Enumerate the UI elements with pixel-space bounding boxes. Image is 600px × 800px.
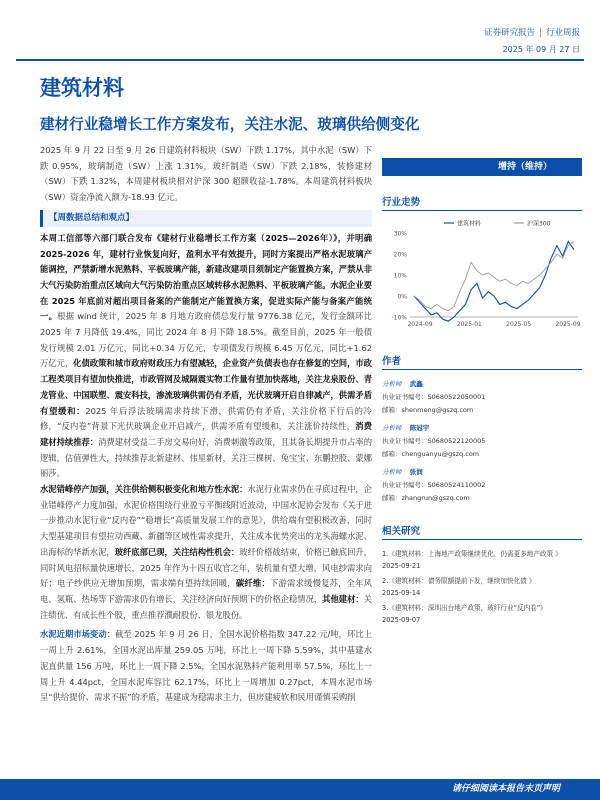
related-text[interactable]: 1.《建筑材料：上海地产政策继续优化，仍需更多地产政策 》 bbox=[382, 550, 562, 558]
analysts-list bbox=[382, 378, 582, 505]
series-line-building-materials bbox=[414, 241, 574, 321]
y-tick-label: 20% bbox=[393, 251, 407, 259]
analyst-role: 分析师 bbox=[382, 468, 402, 476]
x-tick-label: 2025-05 bbox=[506, 321, 532, 328]
series-line-csi300 bbox=[414, 241, 574, 310]
p2-bold: 水泥错峰停产加强，关注供给侧积极变化和地方性水泥： bbox=[40, 484, 248, 495]
trend-chart-svg bbox=[382, 217, 582, 335]
analyst-entry bbox=[382, 422, 582, 461]
p2-text2: 玻纤价格战结束，价格已触底回升，同时风电招标量快速增长，2025 年作为十四五收官之年，装机量有望大增，风电纱需求向好；电子纱供应无增加预期，需求端有望持续回暖， bbox=[40, 546, 372, 589]
p1-text3: 消费建材受益二手房交易向好，消费刺激等政策，且其备长期提升市占率的逻辑，估值弹性大，持续推荐北新建材、伟星新材，关注三棵树、兔宝宝、东鹏控股、蒙娜丽莎。 bbox=[40, 436, 372, 479]
analyst-name: 陈冠宇 bbox=[409, 424, 430, 432]
analyst-name: 张润 bbox=[409, 468, 423, 476]
legend-label: 沪深300 bbox=[527, 220, 551, 228]
main-column bbox=[40, 143, 372, 706]
analyst-name: 武鑫 bbox=[409, 380, 423, 388]
analysts-title: 作者 bbox=[382, 353, 582, 370]
related-date: 2025-09-14 bbox=[382, 589, 421, 597]
y-tick-label: 0% bbox=[397, 293, 407, 301]
y-tick-label: -10% bbox=[391, 314, 407, 322]
related-date: 2025-09-07 bbox=[382, 616, 421, 624]
p3-text: 截至 2025 年 9 月 26 日，全国水泥价格指数 347.22 元/吨，环比上一周上升 2.61%，全国水泥出库量 259.05 万吨，环比上一周下降 5.59%，其中基建水泥直供量 156 万吨，环比上一周下降 2.5%，全国水泥熟料产能利用率 57.5%，环比上一周上升 4.44pct，全国水泥库容比 62.17%，环比上一周增加 0.27pct，本周水泥市场呈“供给提价、需求不振”的矛盾，基建成为稳需求主力，但房建疲软和民用谨慎采购削 bbox=[40, 629, 372, 703]
p2-bold4: 其他建材： bbox=[322, 593, 364, 604]
p2-text4: 关注绩优、有成长性个股，重点推荐濮耐股份、银龙股份。 bbox=[40, 593, 372, 620]
p2-text3: 下游需求缓慢复苏，全年风电、氢瓶、热场等下游需求仍有增长，关注经济向好预期下的价格企稳情况， bbox=[40, 578, 372, 604]
y-tick-label: 10% bbox=[393, 272, 407, 280]
analyst-email[interactable]: 邮箱：zhangrun@gszq.com bbox=[382, 494, 470, 502]
y-tick-label: 30% bbox=[393, 230, 407, 238]
x-tick-label: 2025-09 bbox=[555, 321, 581, 328]
related-text[interactable]: 3.《建筑材料：深圳出台地产政策，玻纤行业“反内卷”》 bbox=[382, 604, 547, 612]
related-title: 相关研究 bbox=[382, 523, 582, 540]
rating-badge: 增持（维持） bbox=[382, 158, 582, 176]
analyst-entry bbox=[382, 466, 582, 505]
trend-chart bbox=[382, 217, 582, 335]
p1-bold: 本周工信部等六部门联合发布《建材行业稳增长工作方案（2025—2026年）》，并明确 2025-2026 年，建材行业恢复向好，盈利水平有效提升，同时方案提出严格水泥玻璃产能调控，严禁新增水泥熟料、平板玻璃产能，新建改建项目须制定产能置换方案，严禁从非大气污染防治重点区域向大气污染防治重点区域转移水泥熟料、平板玻璃产能。水泥企业要在 2025 年底前对超出项目备案的产能制定产能置换方案，促进实际产能与备案产能统一。 bbox=[40, 232, 372, 322]
p1-bold3: 消费建材持续推荐： bbox=[40, 421, 372, 447]
p1-bold2: 化债政策和城市政府财政压力有望减轻，企业资产负债表也存在修复的空间，市政工程类项目有望加快推进，市政管网及城隔震实物工作量有望加快落地，关注龙泉股份、青龙管业、中国联塑、震安科技，渗流玻璃供需仍有矛盾，光伏玻璃开启自律减产，供需矛盾有望缓和： bbox=[40, 358, 372, 416]
analyst-email[interactable]: 邮箱：chenguanyu@gszq.com bbox=[382, 450, 480, 458]
body-paragraph-3 bbox=[40, 627, 372, 706]
report-type-tag: 证券研究报告 bbox=[484, 28, 536, 38]
sector-name: 建筑材料 bbox=[40, 75, 124, 100]
related-list bbox=[382, 548, 582, 626]
analyst-cert: 执业证书编号：S0680524110002 bbox=[382, 481, 486, 489]
p2-text: 水泥行业需求仍在寻底过程中，企业错峰停产力度加强，水泥价格围绕行业盈亏平衡线附近波动，中国水泥协会发布《关于进一步推动水泥行业“反内卷”“稳增长”高质量发展工作的意见》，供给端有望积极改善，同时大型基建项目有望拉动西藏、新疆等区域性需求提升，关注成本优势突出的龙头海螺水泥、出海标的华新水泥， bbox=[40, 484, 372, 557]
analyst-cert: 执业证书编号：S0680522050001 bbox=[382, 393, 486, 401]
body-paragraph-1 bbox=[40, 231, 372, 482]
x-tick-label: 2024-09 bbox=[407, 321, 433, 328]
p2-bold3: 碳纤维： bbox=[235, 578, 270, 589]
header-divider bbox=[16, 59, 584, 61]
footer-disclaimer: 请仔细阅读本报告末页声明 bbox=[0, 779, 600, 800]
p1-text: 根据 wind 统计，2025 年 8 月地方政府债总发行量 9776.38 亿元，发行金额环比 2025 年 7 月降低 19.4%，同比 2024 年 8 月下降 18.5%。截至目前，2025 年一般债发行规模 2.01 万亿元，同比+0.34 万亿元，专项债发行规模 6.45 万亿元，同比+1.62 万亿元， bbox=[40, 311, 372, 369]
related-item[interactable] bbox=[382, 602, 582, 626]
p1-text2: 2025 年后浮法玻璃需求持续下滑，供需仍有矛盾，关注价格下行后的冷修，“反内卷”背景下光伏玻璃企业开启减产，供需矛盾有望缓和，关注涨价持续性， bbox=[40, 405, 372, 432]
p2-bold2: 玻纤底部已现，关注结构性机会： bbox=[114, 546, 240, 557]
analyst-role: 分析师 bbox=[382, 424, 402, 432]
related-item[interactable] bbox=[382, 575, 582, 599]
report-tags bbox=[484, 26, 580, 38]
side-column bbox=[382, 158, 582, 629]
report-title: 建材行业稳增长工作方案发布，关注水泥、玻璃供给侧变化 bbox=[40, 116, 420, 133]
analyst-role: 分析师 bbox=[382, 380, 402, 388]
trend-title: 行业走势 bbox=[382, 194, 582, 211]
report-kind-tag: 行业周报 bbox=[545, 28, 580, 38]
analyst-cert: 执业证书编号：S0680522120005 bbox=[382, 437, 486, 445]
related-text[interactable]: 2.《建筑材料：债务限额提前下发，继续加快化债 》 bbox=[382, 577, 536, 585]
related-item[interactable] bbox=[382, 548, 582, 572]
intro-paragraph: 2025 年 9 月 22 日至 9 月 26 日建筑材料板块（SW）下跌 1.17%，其中水泥（SW）下跌 0.95%，玻璃制造（SW）上涨 1.31%，玻纤制造（SW）下跌 2.18%，装修建材（SW）下跌 1.32%，本周建材板块相对沪深 300 超额收益-1.78%。本周建筑材料板块（SW）资金净流入额为-18.93 亿元。 bbox=[40, 145, 372, 203]
p3-label: 水泥近期市场变动： bbox=[40, 629, 116, 640]
legend-label: 建筑材料 bbox=[457, 220, 482, 228]
analyst-entry bbox=[382, 378, 582, 417]
body-paragraph-2 bbox=[40, 482, 372, 623]
related-date: 2025-09-21 bbox=[382, 562, 421, 570]
section-header: 【周数据总结和观点】 bbox=[40, 210, 372, 227]
x-tick-label: 2025-01 bbox=[456, 321, 482, 328]
report-date: 2025 年 09 月 27 日 bbox=[502, 45, 580, 54]
analyst-email[interactable]: 邮箱：shenmeng@gszq.com bbox=[382, 406, 474, 414]
tag-separator: | bbox=[539, 28, 542, 38]
